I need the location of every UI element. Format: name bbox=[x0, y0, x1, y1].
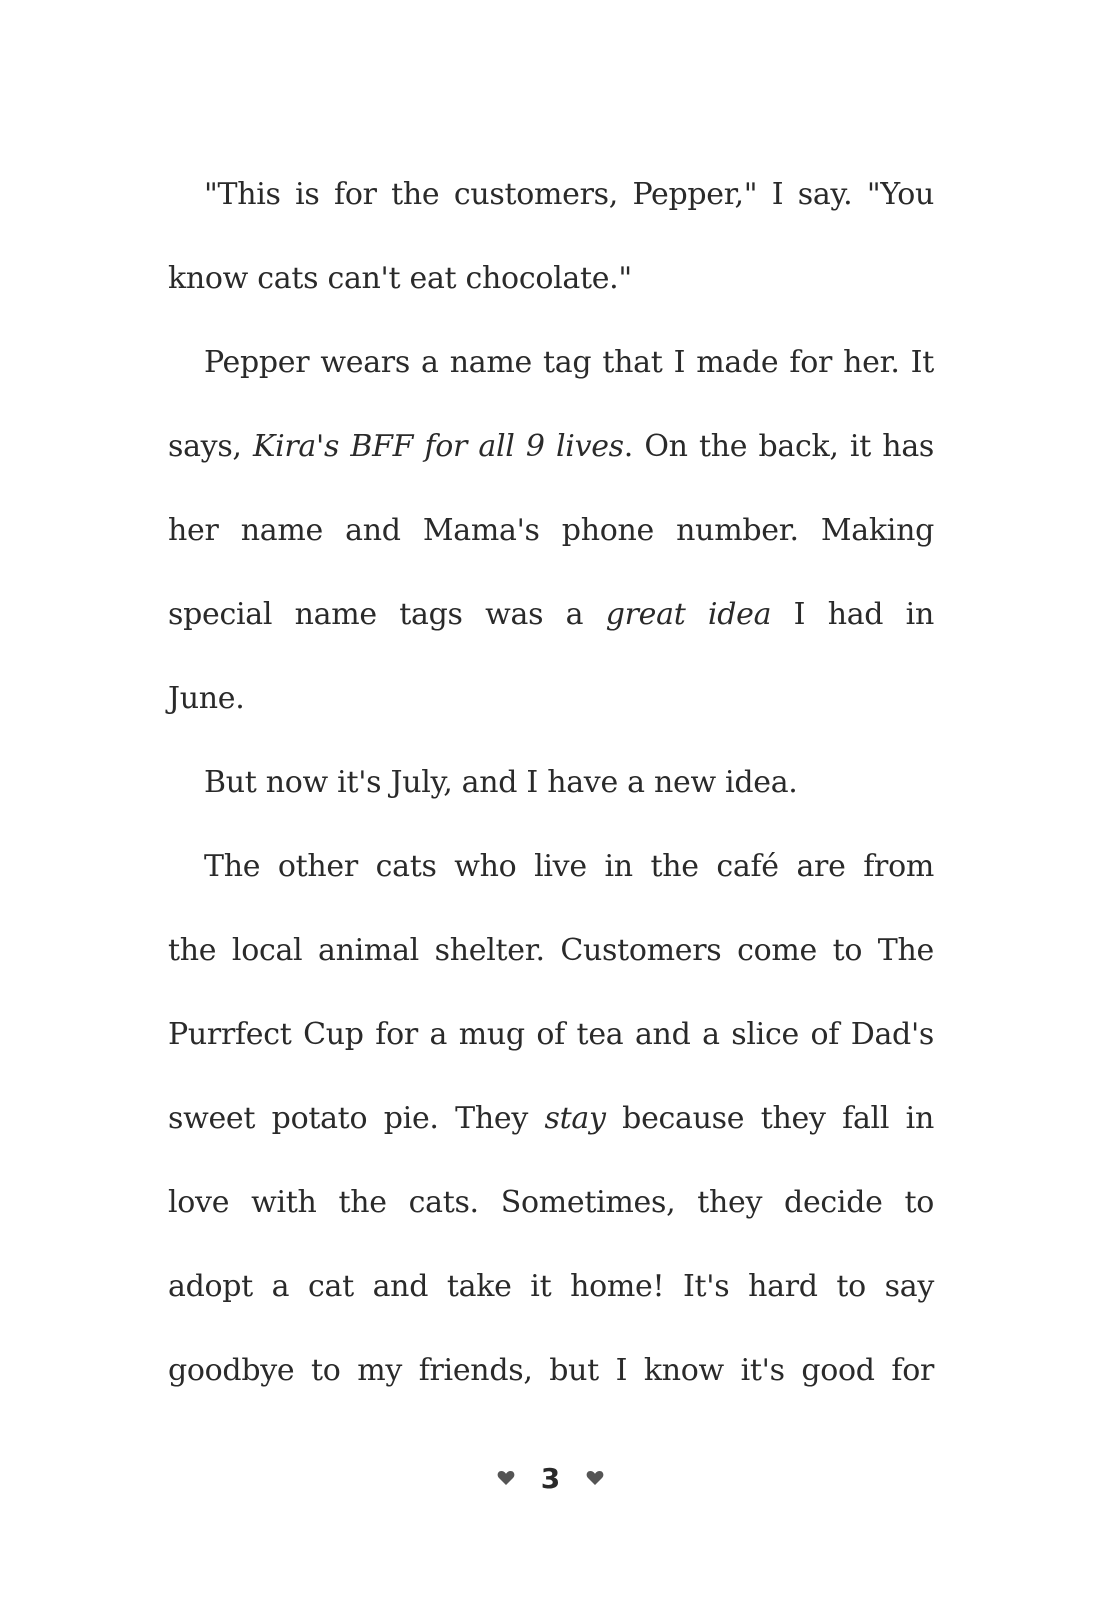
text-line bbox=[168, 1077, 934, 1161]
text-run: . On the back, it has bbox=[623, 429, 935, 464]
text-line bbox=[168, 1245, 934, 1329]
page-body bbox=[168, 153, 934, 1413]
heart-icon bbox=[497, 1470, 515, 1486]
text-run: know cats can't eat chocolate." bbox=[168, 261, 632, 296]
heart-icon bbox=[586, 1470, 604, 1486]
text-run: Pepper wears a name tag that I made for her. It bbox=[204, 345, 934, 380]
text-run: But now it's July, and I have a new idea. bbox=[204, 765, 798, 800]
text-run: adopt a cat and take it home! It's hard to say bbox=[168, 1269, 934, 1304]
text-run: love with the cats. Sometimes, they decide to bbox=[168, 1185, 934, 1220]
text-line bbox=[168, 153, 934, 237]
text-run: the local animal shelter. Customers come to The bbox=[168, 933, 934, 968]
text-run: "This is for the customers, Pepper," I say. "You bbox=[204, 177, 934, 212]
text-run: special name tags was a bbox=[168, 597, 606, 632]
text-line bbox=[168, 1329, 934, 1413]
text-run: June. bbox=[168, 681, 245, 716]
italic-text-run: Kira's BFF for all 9 lives bbox=[252, 429, 624, 464]
text-line bbox=[168, 825, 934, 909]
text-line bbox=[168, 1161, 934, 1245]
text-line bbox=[168, 405, 934, 489]
text-line bbox=[168, 909, 934, 993]
text-run: The other cats who live in the café are from bbox=[204, 849, 934, 884]
text-line bbox=[168, 573, 934, 657]
text-line bbox=[168, 237, 934, 321]
italic-text-run: stay bbox=[544, 1101, 606, 1136]
text-line bbox=[168, 741, 934, 825]
text-run: her name and Mama's phone number. Making bbox=[168, 513, 934, 548]
page-number: 3 bbox=[540, 1461, 561, 1495]
italic-text-run: great idea bbox=[605, 597, 772, 632]
text-run: goodbye to my friends, but I know it's good for bbox=[168, 1353, 934, 1388]
text-run: I had in bbox=[771, 597, 934, 632]
text-line bbox=[168, 321, 934, 405]
text-run: Purrfect Cup for a mug of tea and a slice of Dad's bbox=[168, 1017, 934, 1052]
text-line bbox=[168, 489, 934, 573]
text-run: sweet potato pie. They bbox=[168, 1101, 545, 1136]
text-line bbox=[168, 657, 934, 741]
text-line bbox=[168, 993, 934, 1077]
page-footer bbox=[0, 1458, 1101, 1498]
text-run: says, bbox=[168, 429, 253, 464]
text-run: because they fall in bbox=[605, 1101, 934, 1136]
